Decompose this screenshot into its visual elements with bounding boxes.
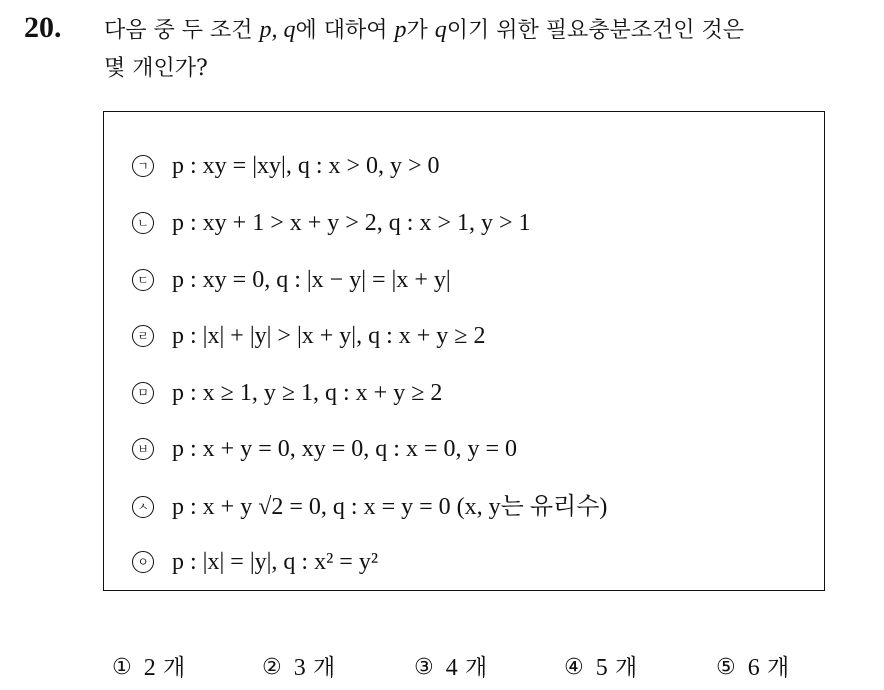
choice-number-2: ② xyxy=(262,655,282,680)
choice-unit-4: 개 xyxy=(615,655,638,681)
condition-text-2: p : xy + 1 > x + y > 2, q : x > 1, y > 1 xyxy=(172,210,531,236)
condition-item-7 xyxy=(132,487,607,527)
condition-text-1: p : xy = |xy|, q : x > 0, y > 0 xyxy=(172,153,440,179)
question-text xyxy=(104,11,874,88)
item-marker-3: ㄷ xyxy=(132,269,154,291)
item-marker-7: ㅅ xyxy=(132,496,154,518)
answer-choices xyxy=(112,650,832,690)
condition-item-3 xyxy=(132,260,451,300)
condition-text-3: p : xy = 0, q : |x − y| = |x + y| xyxy=(172,267,451,293)
question-line-2: 몇 개인가? xyxy=(104,56,208,81)
choice-value-2: 3 xyxy=(293,655,306,681)
choice-value-1: 2 xyxy=(143,655,156,681)
condition-item-1 xyxy=(132,146,440,186)
question-number: 20. xyxy=(24,11,62,44)
choice-unit-3: 개 xyxy=(465,655,488,681)
variable-pq: p, q xyxy=(259,17,296,43)
condition-text-6: p : x + y = 0, xy = 0, q : x = 0, y = 0 xyxy=(172,436,518,462)
condition-item-4 xyxy=(132,316,485,356)
choice-number-3: ③ xyxy=(414,655,434,680)
item-marker-8: ㅇ xyxy=(132,551,154,573)
condition-item-6 xyxy=(132,429,517,469)
choice-value-4: 5 xyxy=(595,655,608,681)
condition-text-8: p : |x| = |y|, q : x² = y² xyxy=(172,549,379,575)
item-marker-1: ㄱ xyxy=(132,155,154,177)
choice-3[interactable] xyxy=(414,650,487,686)
question-line1-mid: 에 대하여 xyxy=(295,18,395,43)
variable-p: p xyxy=(394,17,407,43)
question-line-1 xyxy=(104,11,874,50)
condition-text-5: p : x ≥ 1, y ≥ 1, q : x + y ≥ 2 xyxy=(172,380,443,406)
condition-item-5 xyxy=(132,373,442,413)
condition-item-2 xyxy=(132,203,531,243)
question-line1-suffix: 이기 위한 필요충분조건인 것은 xyxy=(446,18,745,43)
question-line1-prefix: 다음 중 두 조건 xyxy=(104,18,260,43)
condition-text-7: p : x + y √2 = 0, q : x = y = 0 (x, y는 유리수) xyxy=(172,494,608,520)
condition-item-8 xyxy=(132,542,378,582)
choice-unit-5: 개 xyxy=(767,655,790,681)
choice-value-3: 4 xyxy=(445,655,458,681)
choice-number-5: ⑤ xyxy=(716,655,736,680)
item-marker-6: ㅂ xyxy=(132,438,154,460)
choice-number-4: ④ xyxy=(564,655,584,680)
choice-unit-2: 개 xyxy=(313,655,336,681)
item-marker-2: ㄴ xyxy=(132,212,154,234)
condition-text-4: p : |x| + |y| > |x + y|, q : x + y ≥ 2 xyxy=(172,323,486,349)
choice-2[interactable] xyxy=(262,650,335,686)
item-marker-5: ㅁ xyxy=(132,382,154,404)
choice-5[interactable] xyxy=(716,650,789,686)
choice-4[interactable] xyxy=(564,650,637,686)
question-line1-mid2: 가 xyxy=(406,18,435,43)
choice-number-1: ① xyxy=(112,655,132,680)
choice-value-5: 6 xyxy=(747,655,760,681)
item-marker-4: ㄹ xyxy=(132,325,154,347)
variable-q: q xyxy=(434,17,447,43)
choice-1[interactable] xyxy=(112,650,185,686)
choice-unit-1: 개 xyxy=(163,655,186,681)
